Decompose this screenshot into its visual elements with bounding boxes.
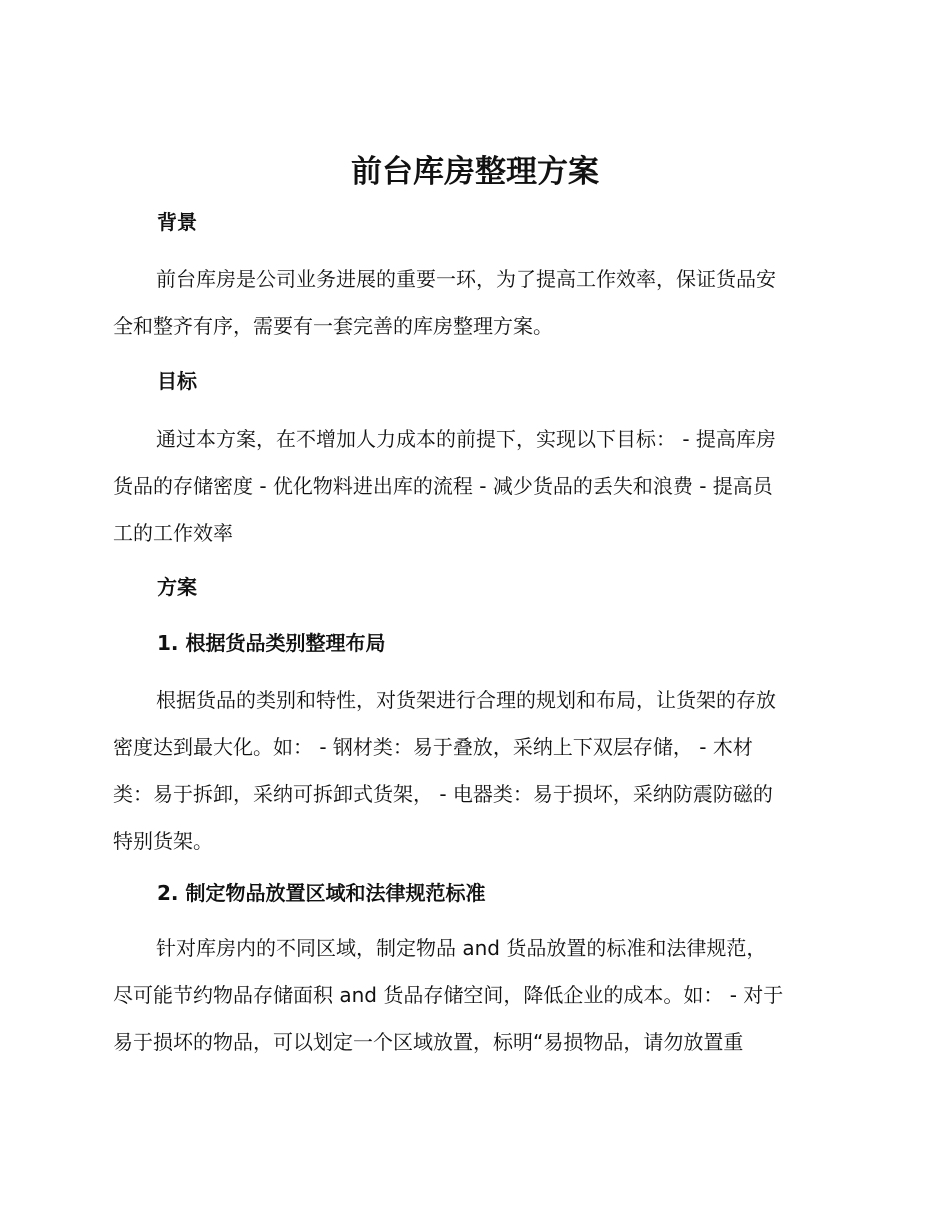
subsection-heading-2: 2. 制定物品放置区域和法律规范标准	[157, 881, 486, 905]
section-heading-background: 背景	[157, 210, 197, 234]
section-heading-goal: 目标	[157, 369, 197, 393]
section-heading-plan: 方案	[157, 575, 197, 599]
paragraph-goal	[113, 416, 837, 557]
paragraph-line: 工的工作效率	[113, 521, 233, 545]
paragraph-line: 全和整齐有序，需要有一套完善的库房整理方案。	[113, 314, 553, 338]
paragraph-line: 尽可能节约物品存储面积 and 货品存储空间，降低企业的成本。如： - 对于	[113, 983, 784, 1007]
paragraph-line: 货品的存储密度 - 优化物料进出库的流程 - 减少货品的丢失和浪费 - 提高员	[113, 474, 773, 498]
paragraph-item2	[113, 925, 837, 1066]
paragraph-line: 针对库房内的不同区域，制定物品 and 货品放置的标准和法律规范，	[156, 936, 767, 960]
paragraph-line: 密度达到最大化。如： - 钢材类：易于叠放，采纳上下双层存储， - 木材	[113, 735, 753, 759]
document-title: 前台库房整理方案	[351, 154, 599, 190]
paragraph-background	[113, 256, 837, 350]
paragraph-line: 前台库房是公司业务进展的重要一环，为了提高工作效率，保证货品安	[156, 267, 776, 291]
subsection-heading-1: 1. 根据货品类别整理布局	[157, 631, 386, 655]
paragraph-line: 类：易于拆卸，采纳可拆卸式货架， - 电器类：易于损坏，采纳防震防磁的	[113, 782, 773, 806]
paragraph-line: 易于损坏的物品，可以划定一个区域放置，标明“易损物品，请勿放置重	[113, 1030, 744, 1054]
paragraph-line: 根据货品的类别和特性，对货架进行合理的规划和布局，让货架的存放	[156, 688, 776, 712]
paragraph-line: 特别货架。	[113, 829, 213, 853]
paragraph-item1	[113, 677, 837, 865]
paragraph-line: 通过本方案，在不增加人力成本的前提下，实现以下目标： - 提高库房	[156, 427, 776, 451]
